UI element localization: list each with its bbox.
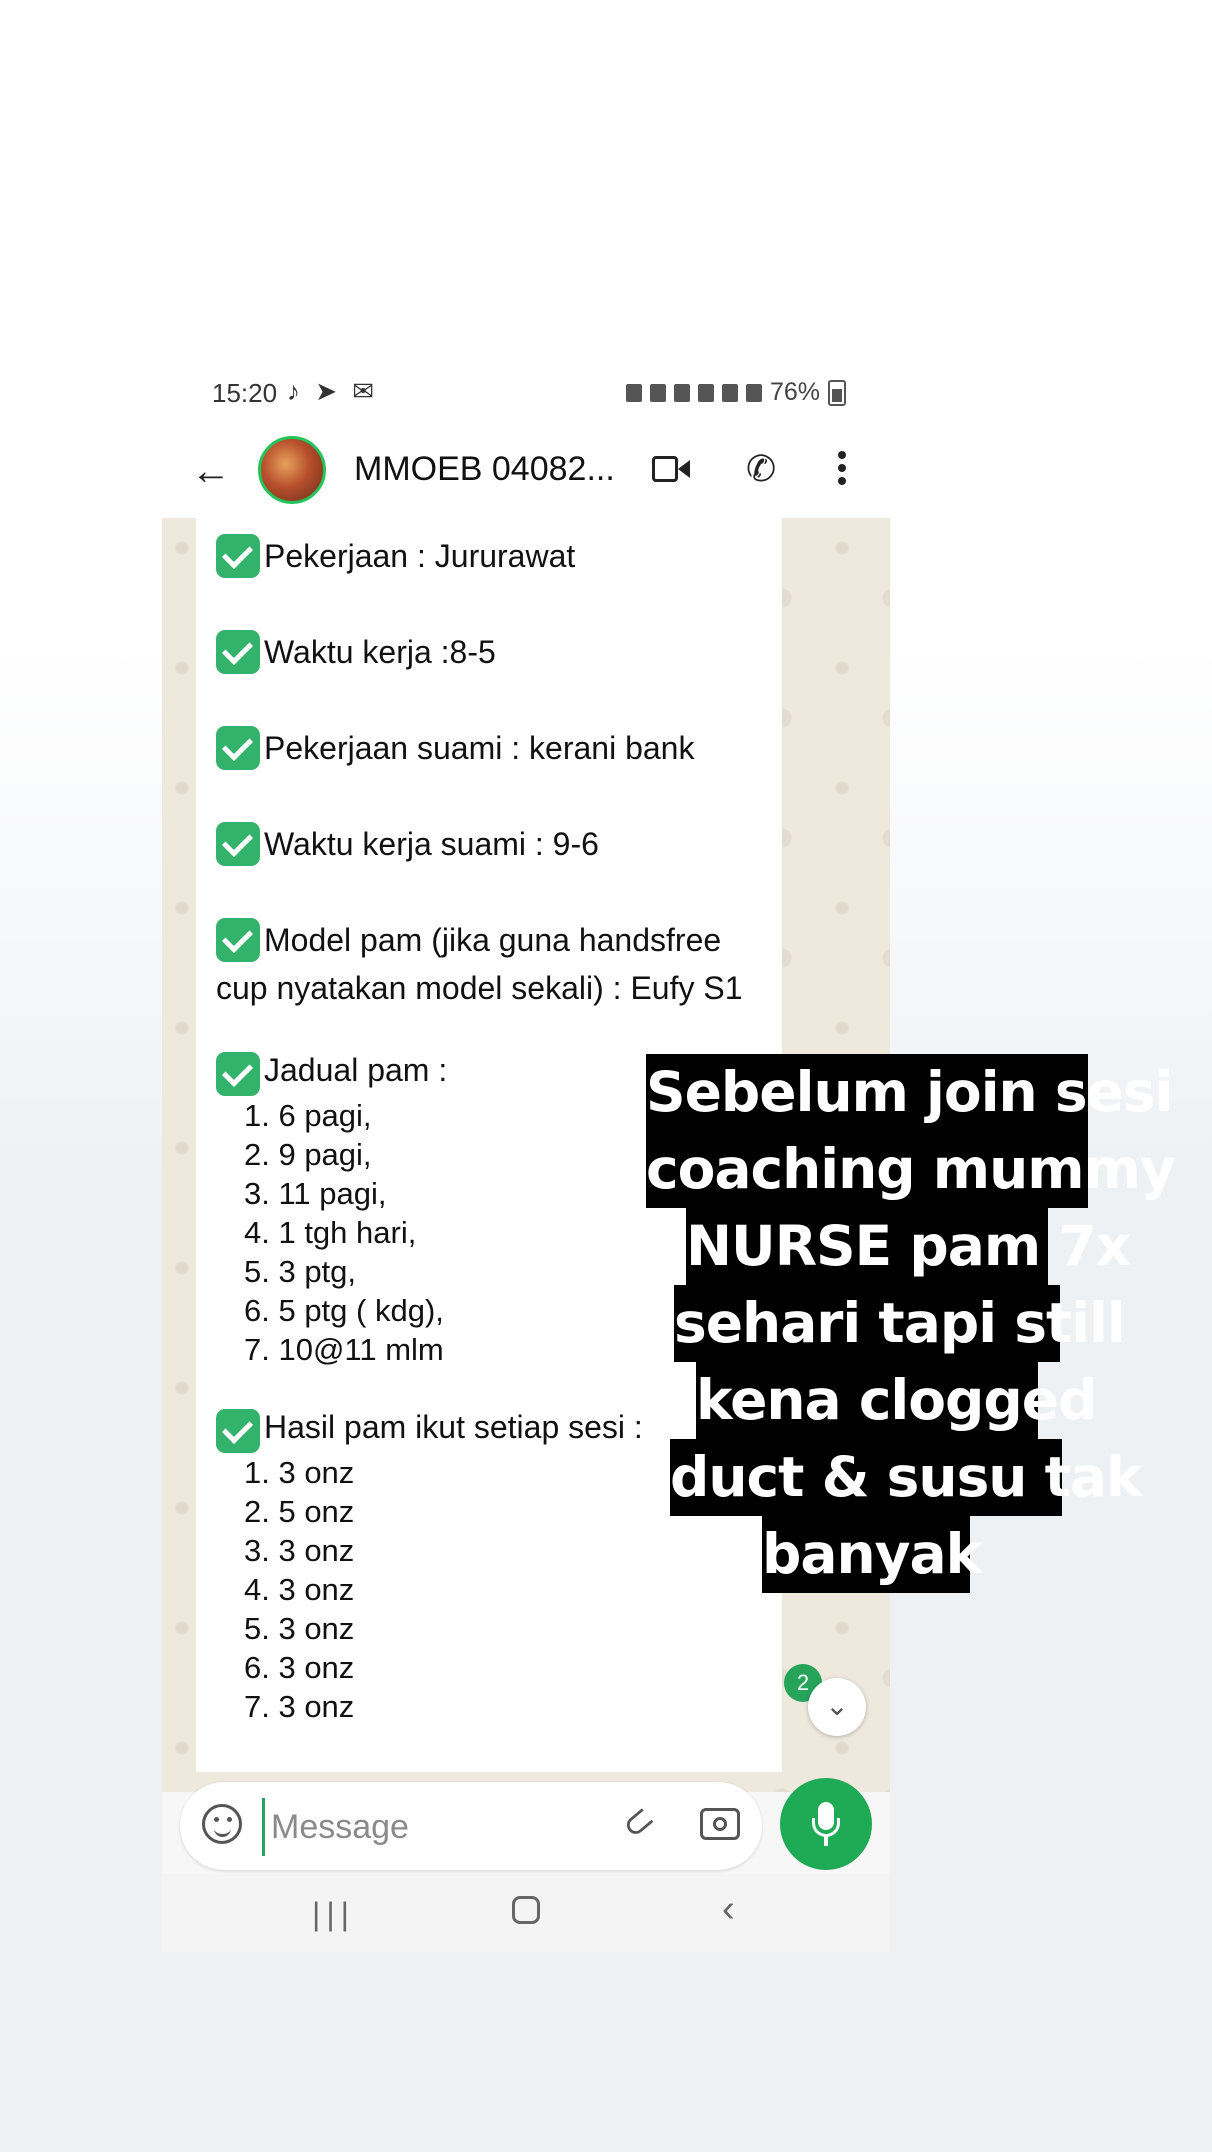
- caption-line: banyak: [762, 1516, 970, 1593]
- double-chevron-down-icon[interactable]: ⌄: [808, 1678, 866, 1736]
- schedule-item: 6. 5 ptg ( kdg),: [244, 1293, 444, 1328]
- list-item: Pekerjaan suami : kerani bank: [216, 724, 762, 772]
- status-right-icons: [626, 378, 846, 407]
- back-arrow-icon[interactable]: ←: [191, 449, 231, 493]
- notification-icons: ♪ ➤ ✉: [287, 376, 379, 406]
- network-4g-icon: [722, 384, 738, 402]
- paperclip-icon[interactable]: ⊂: [612, 1796, 664, 1850]
- schedule-item: 3. 11 pagi,: [244, 1176, 387, 1211]
- check-mark-icon: [216, 918, 260, 962]
- video-call-icon[interactable]: [652, 454, 692, 484]
- check-mark-icon: [216, 1052, 260, 1096]
- nav-back-icon[interactable]: ‹: [722, 1888, 735, 1930]
- result-item: 4. 3 onz: [244, 1572, 355, 1607]
- result-item: 5. 3 onz: [244, 1611, 355, 1646]
- camera-icon[interactable]: [700, 1808, 740, 1840]
- sticker-icon[interactable]: [202, 1804, 242, 1844]
- check-mark-icon: [216, 1409, 260, 1453]
- list-item: Model pam (jika guna handsfree: [216, 916, 762, 964]
- message-input-bar: [180, 1782, 762, 1870]
- check-mark-icon: [216, 630, 260, 674]
- battery-icon: [828, 380, 846, 406]
- list-item: Pekerjaan : Jururawat: [216, 532, 762, 580]
- result-item: 1. 3 onz: [244, 1455, 355, 1490]
- caption-line: kena clogged: [696, 1362, 1038, 1439]
- volte-icon: [698, 384, 714, 402]
- schedule-item: 5. 3 ptg,: [244, 1254, 357, 1289]
- microphone-button[interactable]: [780, 1778, 872, 1870]
- status-time: 15:20: [212, 378, 278, 408]
- mute-icon: [674, 384, 690, 402]
- message-input[interactable]: [262, 1798, 573, 1856]
- video-camera-lens: [678, 460, 690, 478]
- caption-line: NURSE pam 7x: [686, 1208, 1048, 1285]
- chat-title[interactable]: MMOEB 04082...: [354, 450, 615, 488]
- schedule-item: 1. 6 pagi,: [244, 1098, 372, 1133]
- status-bar: [162, 362, 890, 428]
- schedule-item: 2. 9 pagi,: [244, 1137, 372, 1172]
- list-item: Hasil pam ikut setiap sesi :: [216, 1407, 762, 1453]
- phone-call-icon[interactable]: ✆: [746, 448, 777, 489]
- schedule-item: 7. 10@11 mlm: [244, 1332, 444, 1367]
- more-options-icon[interactable]: [832, 446, 852, 496]
- lock-icon: [626, 384, 642, 402]
- chat-header: [162, 428, 890, 519]
- unread-count-badge: 2: [784, 1664, 822, 1702]
- list-item: Jadual pam :: [216, 1050, 762, 1096]
- list-item: Waktu kerja :8-5: [216, 628, 762, 676]
- result-item: 3. 3 onz: [244, 1533, 355, 1568]
- group-avatar[interactable]: [258, 436, 326, 504]
- schedule-item: 4. 1 tgh hari,: [244, 1215, 417, 1250]
- result-item: 7. 3 onz: [244, 1689, 355, 1724]
- caption-line: coaching mummy: [646, 1131, 1088, 1208]
- caption-line: sehari tapi still: [674, 1285, 1060, 1362]
- recent-apps-icon[interactable]: |||: [312, 1896, 355, 1932]
- result-item: 6. 3 onz: [244, 1650, 355, 1685]
- system-nav-bar: [162, 1874, 890, 1952]
- check-mark-icon: [216, 726, 260, 770]
- signal-icon: [746, 384, 762, 402]
- check-mark-icon: [216, 822, 260, 866]
- list-item: Waktu kerja suami : 9-6: [216, 820, 762, 868]
- battery-percent: 76%: [769, 378, 820, 406]
- caption-line: duct & susu tak: [670, 1439, 1062, 1516]
- result-item: 2. 5 onz: [244, 1494, 355, 1529]
- home-icon[interactable]: [512, 1896, 540, 1924]
- video-camera-body: [652, 456, 678, 482]
- caption-line: Sebelum join sesi: [646, 1054, 1088, 1131]
- check-mark-icon: [216, 534, 260, 578]
- list-item-continuation: cup nyatakan model sekali) : Eufy S1: [216, 970, 743, 1006]
- alarm-icon: [650, 384, 666, 402]
